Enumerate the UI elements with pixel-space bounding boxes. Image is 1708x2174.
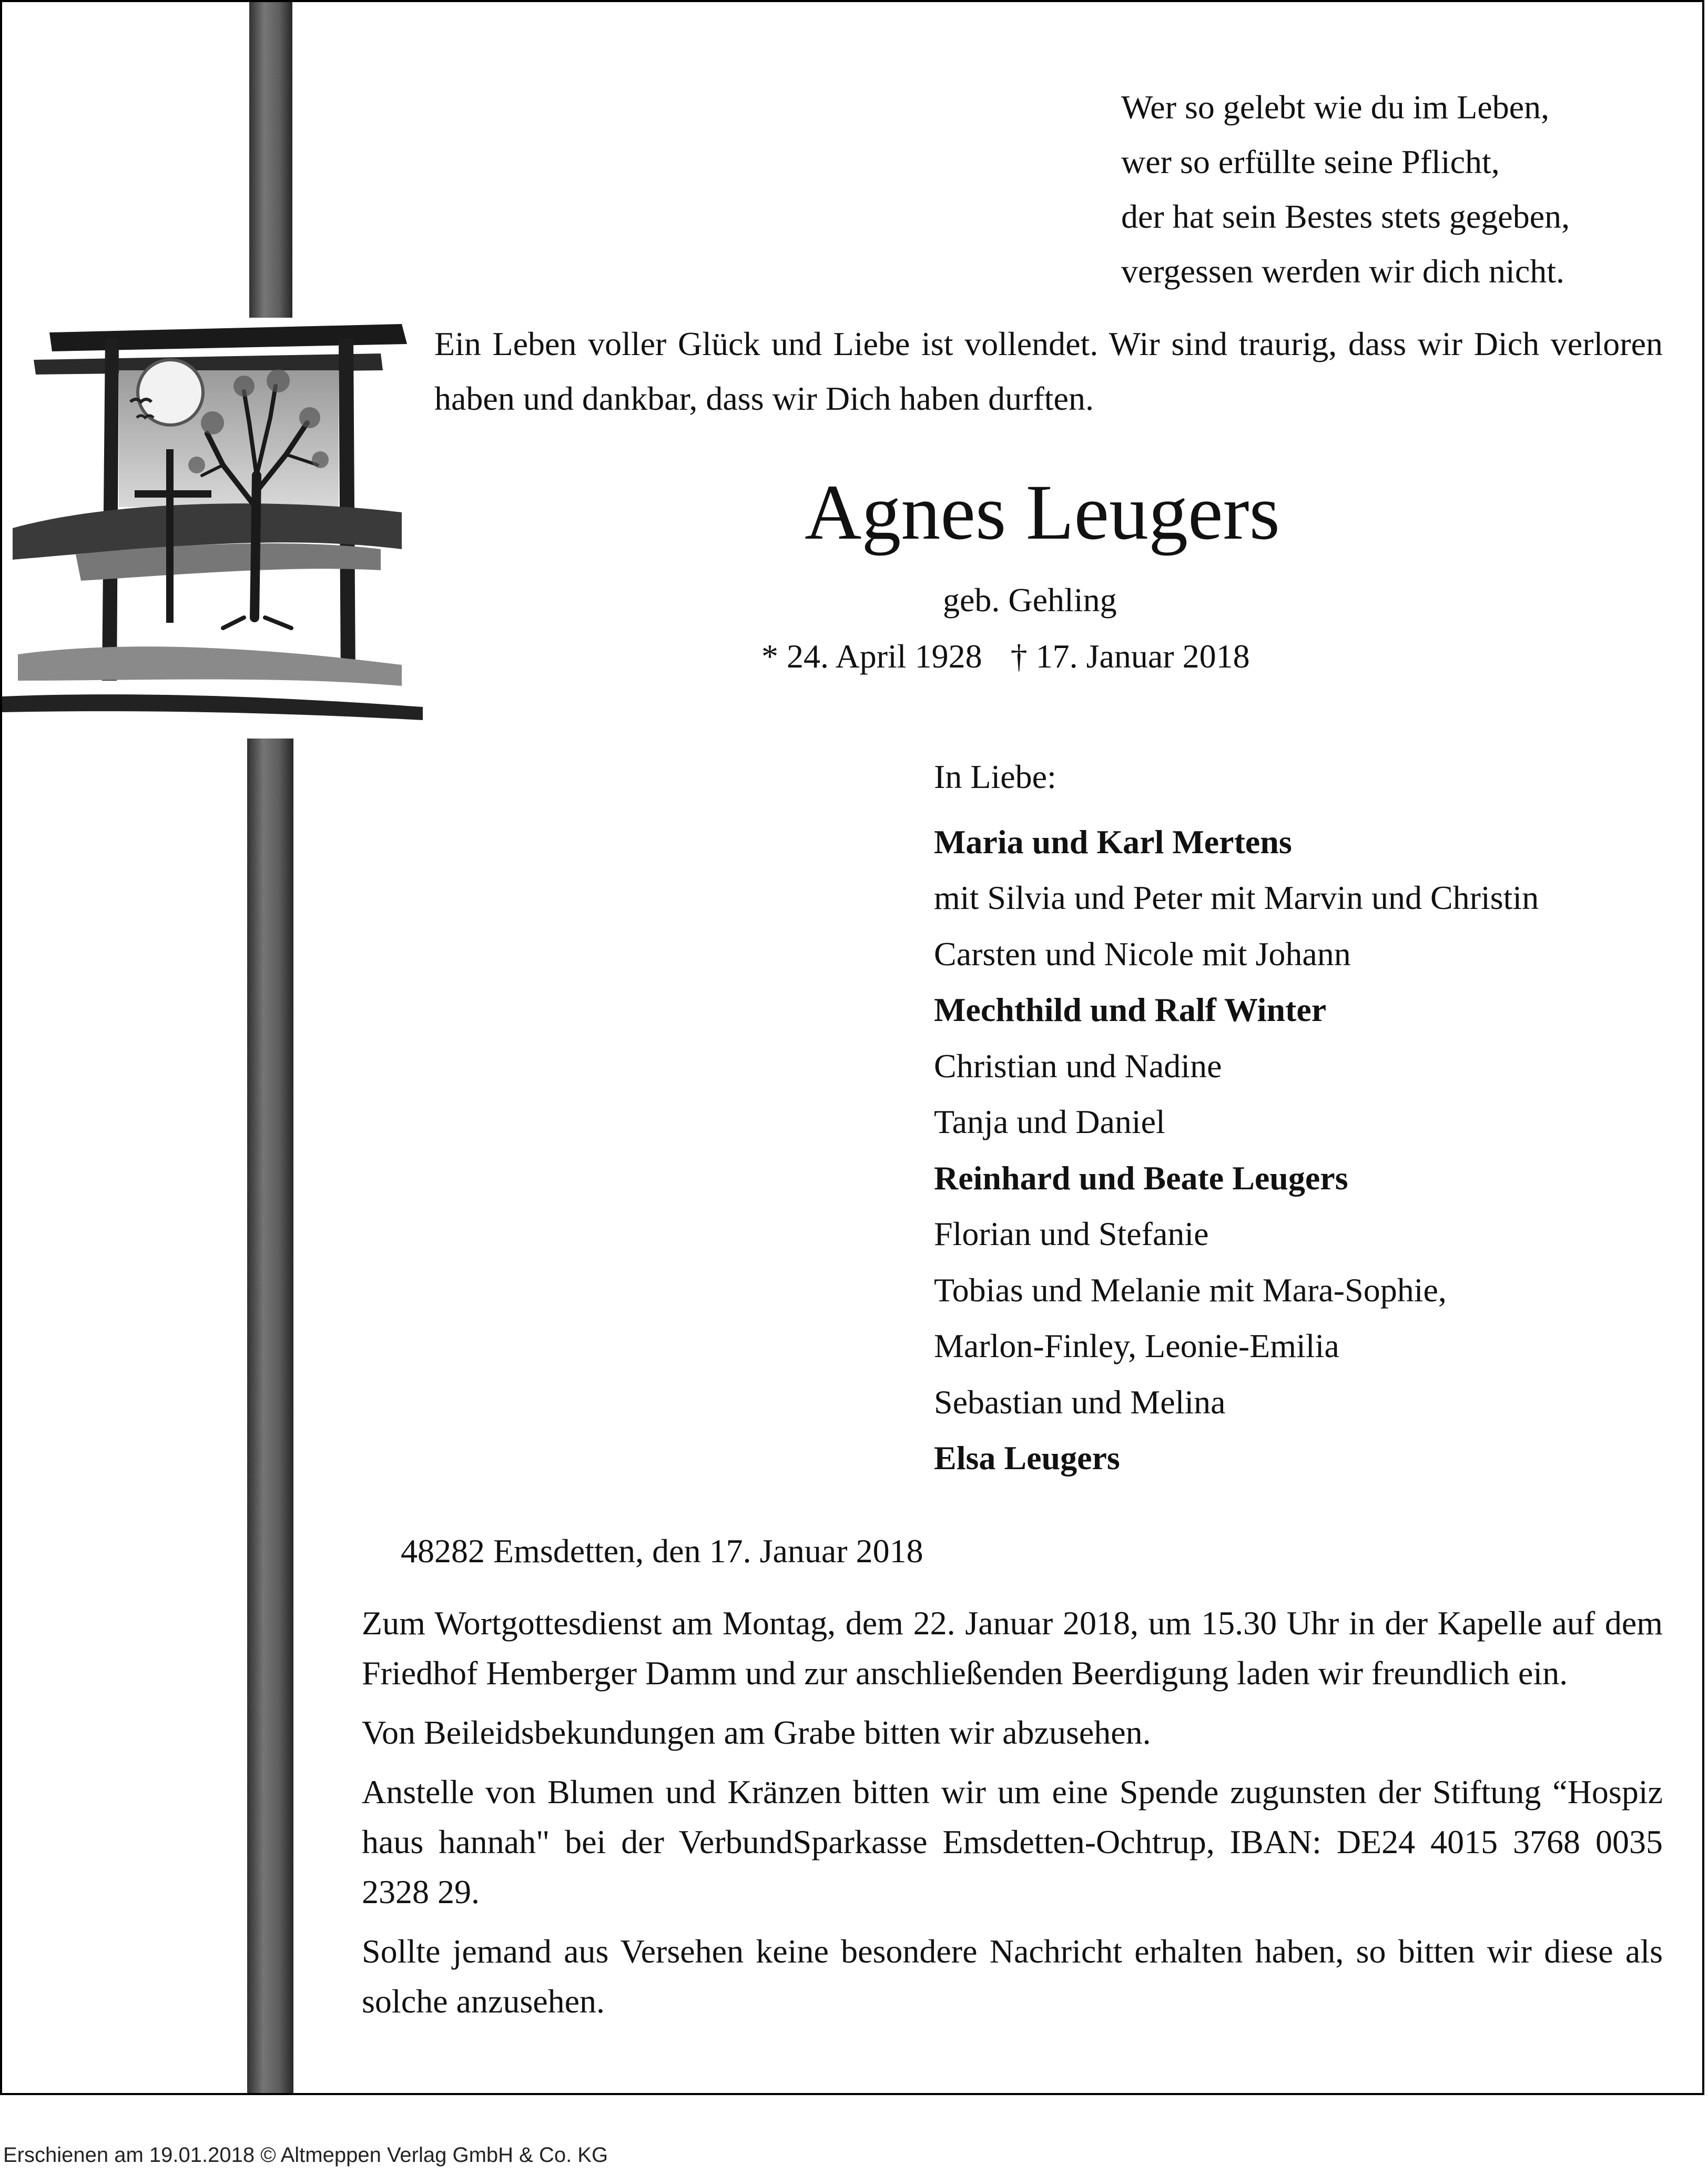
mourner-line: Christian und Nadine <box>934 1047 1222 1085</box>
poem-line: der hat sein Bestes stets gegeben, <box>1121 198 1570 235</box>
maiden-name: geb. Gehling <box>943 581 1117 619</box>
deceased-name: Agnes Leugers <box>805 469 1280 556</box>
mourner-line: Sebastian und Melina <box>934 1383 1226 1421</box>
service-notes <box>362 1598 1663 2036</box>
mourner-line: Elsa Leugers <box>934 1439 1120 1477</box>
mourner-line: Reinhard und Beate Leugers <box>934 1159 1348 1197</box>
birth-date: * 24. April 1928 <box>761 638 982 675</box>
mourner-line: Florian und Stefanie <box>934 1215 1209 1252</box>
funeral-service-note: Zum Wortgottesdienst am Montag, dem 22. Januar 2018, um 15.30 Uhr in der Kapelle auf dem Friedhof Hemberger Damm und zur anschließenden Beerdigung laden wir freundlich ein. <box>362 1604 1663 1692</box>
condolence-note: Von Beileidsbekundungen am Grabe bitten wir abzusehen. <box>362 1714 1151 1751</box>
memorial-poem <box>1121 80 1570 299</box>
mourner-line: Carsten und Nicole mit Johann <box>934 935 1351 973</box>
intro-text: Ein Leben voller Glück und Liebe ist vollendet. Wir sind traurig, dass wir Dich verloren haben und dankbar, dass wir Dich haben durften. <box>434 325 1663 417</box>
mourners-heading: In Liebe: <box>934 758 1056 795</box>
poem-line: vergessen werden wir dich nicht. <box>1121 252 1564 290</box>
poem-line: Wer so gelebt wie du im Leben, <box>1121 88 1550 126</box>
notice-note: Sollte jemand aus Versehen keine besondere Nachricht erhalten haben, so bitten wir diese als solche anzusehen. <box>362 1933 1663 2020</box>
place-and-date: 48282 Emsdetten, den 17. Januar 2018 <box>401 1532 923 1570</box>
mourner-line: Marlon-Finley, Leonie-Emilia <box>934 1327 1339 1364</box>
life-dates <box>761 633 1250 680</box>
donation-note: Anstelle von Blumen und Kränzen bitten wir um eine Spende zugunsten der Stiftung “Hospiz haus hannah" bei der VerbundSparkasse Emsdetten-Ochtrup, IBAN: DE24 4015 3768 0035 2328 29. <box>362 1773 1663 1910</box>
mourner-line: Mechthild und Ralf Winter <box>934 991 1327 1028</box>
mourner-line: Maria und Karl Mertens <box>934 823 1292 861</box>
death-date: † 17. Januar 2018 <box>1010 638 1250 675</box>
mourner-line: Tobias und Melanie mit Mara-Sophie, <box>934 1271 1447 1309</box>
mourners-list <box>934 749 1539 1487</box>
poem-line: wer so erfüllte seine Pflicht, <box>1121 143 1500 180</box>
publication-footer: Erschienen am 19.01.2018 © Altmeppen Verlag GmbH & Co. KG <box>3 2143 608 2167</box>
mourner-line: Tanja und Daniel <box>934 1103 1165 1140</box>
mourner-line: mit Silvia und Peter mit Marvin und Christin <box>934 879 1539 916</box>
